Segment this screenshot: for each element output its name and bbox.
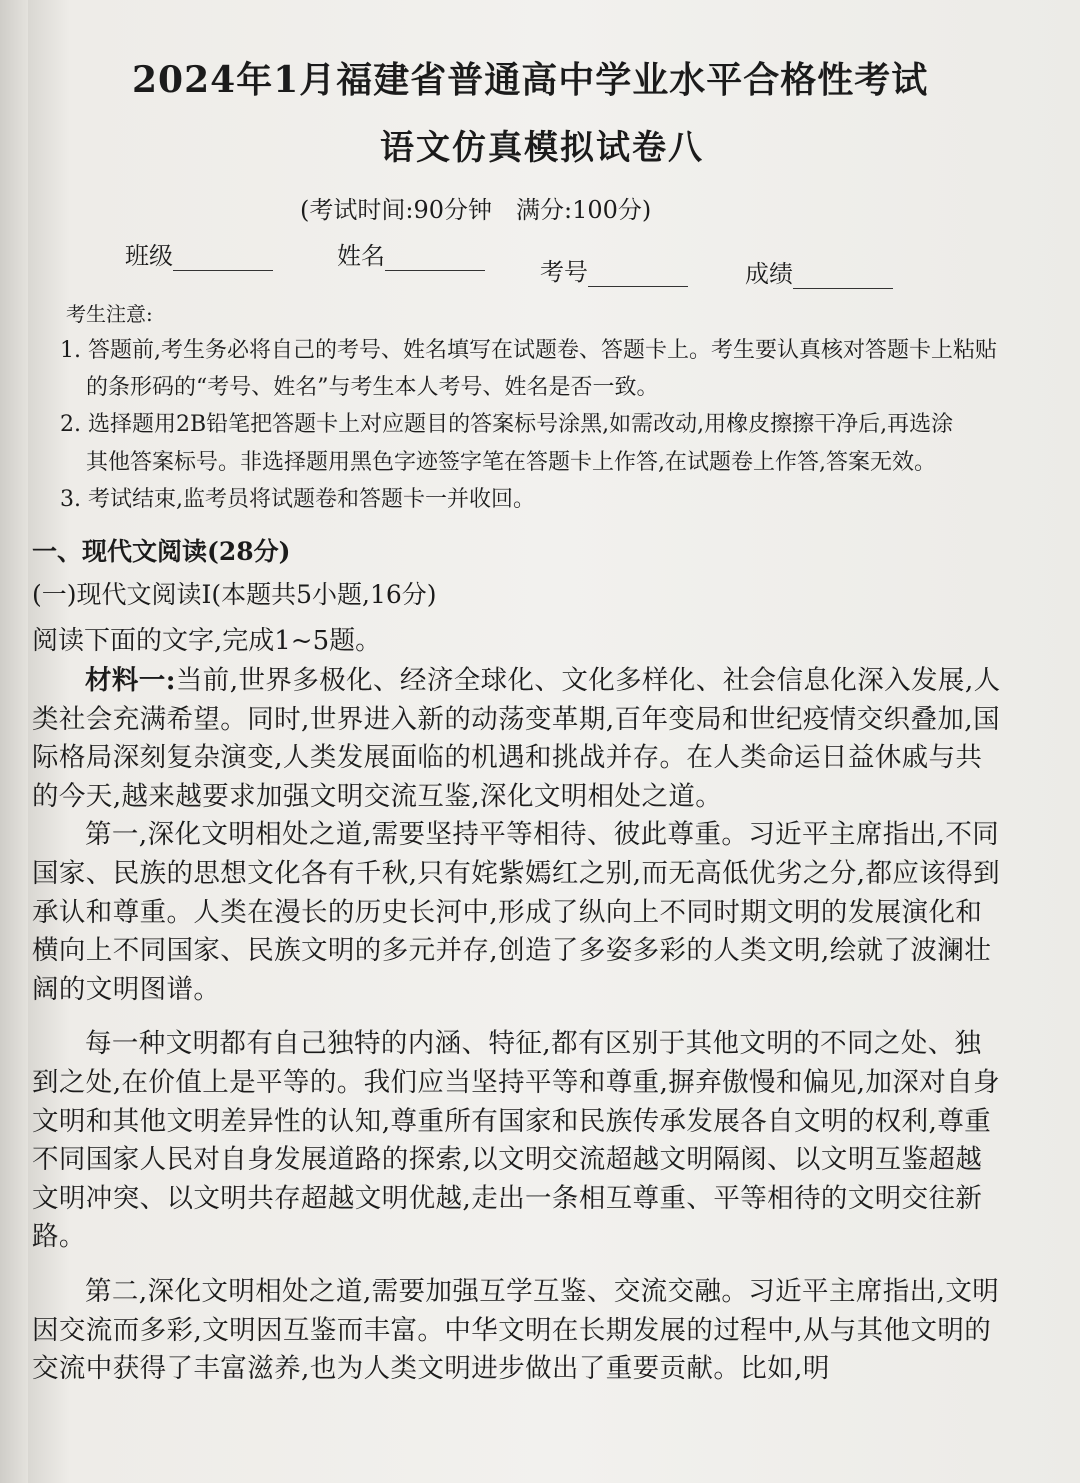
class-blank xyxy=(173,244,273,271)
exam-subtitle: 语文仿真模拟试卷八 xyxy=(380,128,704,168)
notice-item-1: 1. 答题前,考生务必将自己的考号、姓名填写在试题卷、答题卡上。考生要认真核对答题卡上粘贴 xyxy=(60,338,997,363)
reading-instruction: 阅读下面的文字,完成1~5题。 xyxy=(32,626,382,656)
score-blank xyxy=(793,262,893,289)
class-label: 班级 xyxy=(125,242,173,270)
score-field xyxy=(745,254,893,289)
subsection-heading: (一)现代文阅读Ⅰ(本题共5小题,16分) xyxy=(32,580,437,609)
passage-paragraph-1 xyxy=(32,662,1002,816)
passage-paragraph-4: 第二,深化文明相处之道,需要加强互学互鉴、交流交融。习近平主席指出,文明因交流而多彩,文明因互鉴而丰富。中华文明在长期发展的过程中,从与其他文明的交流中获得了丰富滋养,也为人类文明进步做出了重要贡献。比如,明 xyxy=(32,1275,1000,1385)
exam-no-field xyxy=(540,252,688,287)
paragraph-1-text: 当前,世界多极化、经济全球化、文化多样化、社会信息化深入发展,人类社会充满希望。同时,世界进入新的动荡变革期,百年变局和世纪疫情交织叠加,国际格局深刻复杂演变,人类发展面临的机遇和挑战并存。在人类命运日益休戚与共的今天,越来越要求加强文明交流互鉴,深化文明相处之道。 xyxy=(32,665,1001,812)
notice-item-1-cont: 的条形码的“考号、姓名”与考生本人考号、姓名是否一致。 xyxy=(86,375,659,400)
name-field xyxy=(337,236,485,271)
exam-title: 2024年1月福建省普通高中学业水平合格性考试 xyxy=(132,59,929,101)
passage-paragraph-3: 每一种文明都有自己独特的内涵、特征,都有区别于其他文明的不同之处、独到之处,在价值上是平等的。我们应当坚持平等和尊重,摒弃傲慢和偏见,加深对自身文明和其他文明差异性的认知,尊重所有国家和民族传承发展各自文明的权利,尊重不同国家人民对自身发展道路的探索,以文明交流超越文明隔阂、以文明互鉴超越文明冲突、以文明共存超越文明优越,走出一条相互尊重、平等相待的文明交往新路。 xyxy=(32,1028,1000,1253)
student-fields xyxy=(125,230,1025,288)
section-heading: 一、现代文阅读(28分) xyxy=(32,537,291,566)
exam-no-blank xyxy=(588,260,688,287)
score-label: 成绩 xyxy=(745,260,793,288)
name-blank xyxy=(385,244,485,271)
exam-no-label: 考号 xyxy=(540,258,588,286)
exam-info: (考试时间:90分钟 满分:100分) xyxy=(300,196,652,224)
notice-item-2-cont: 其他答案标号。非选择题用黑色字迹签字笔在答题卡上作答,在试题卷上作答,答案无效。 xyxy=(86,450,936,475)
reading-passage xyxy=(32,662,1002,1389)
name-label: 姓名 xyxy=(337,242,385,270)
material-label: 材料一: xyxy=(85,665,176,696)
notice-title: 考生注意: xyxy=(66,302,153,326)
passage-paragraph-2: 第一,深化文明相处之道,需要坚持平等相待、彼此尊重。习近平主席指出,不同国家、民族的思想文化各有千秋,只有姹紫嫣红之别,而无高低优劣之分,都应该得到承认和尊重。人类在漫长的历史长河中,形成了纵向上不同时期文明的发展演化和横向上不同国家、民族文明的多元并存,创造了多姿多彩的人类文明,绘就了波澜壮阔的文明图谱。 xyxy=(32,819,1000,1005)
book-spine xyxy=(0,0,28,1483)
notice-item-3: 3. 考试结束,监考员将试题卷和答题卡一并收回。 xyxy=(60,487,535,512)
class-field xyxy=(125,236,273,271)
notice-item-2: 2. 选择题用2B铅笔把答题卡上对应题目的答案标号涂黑,如需改动,用橡皮擦擦干净后,再选涂 xyxy=(60,412,954,437)
